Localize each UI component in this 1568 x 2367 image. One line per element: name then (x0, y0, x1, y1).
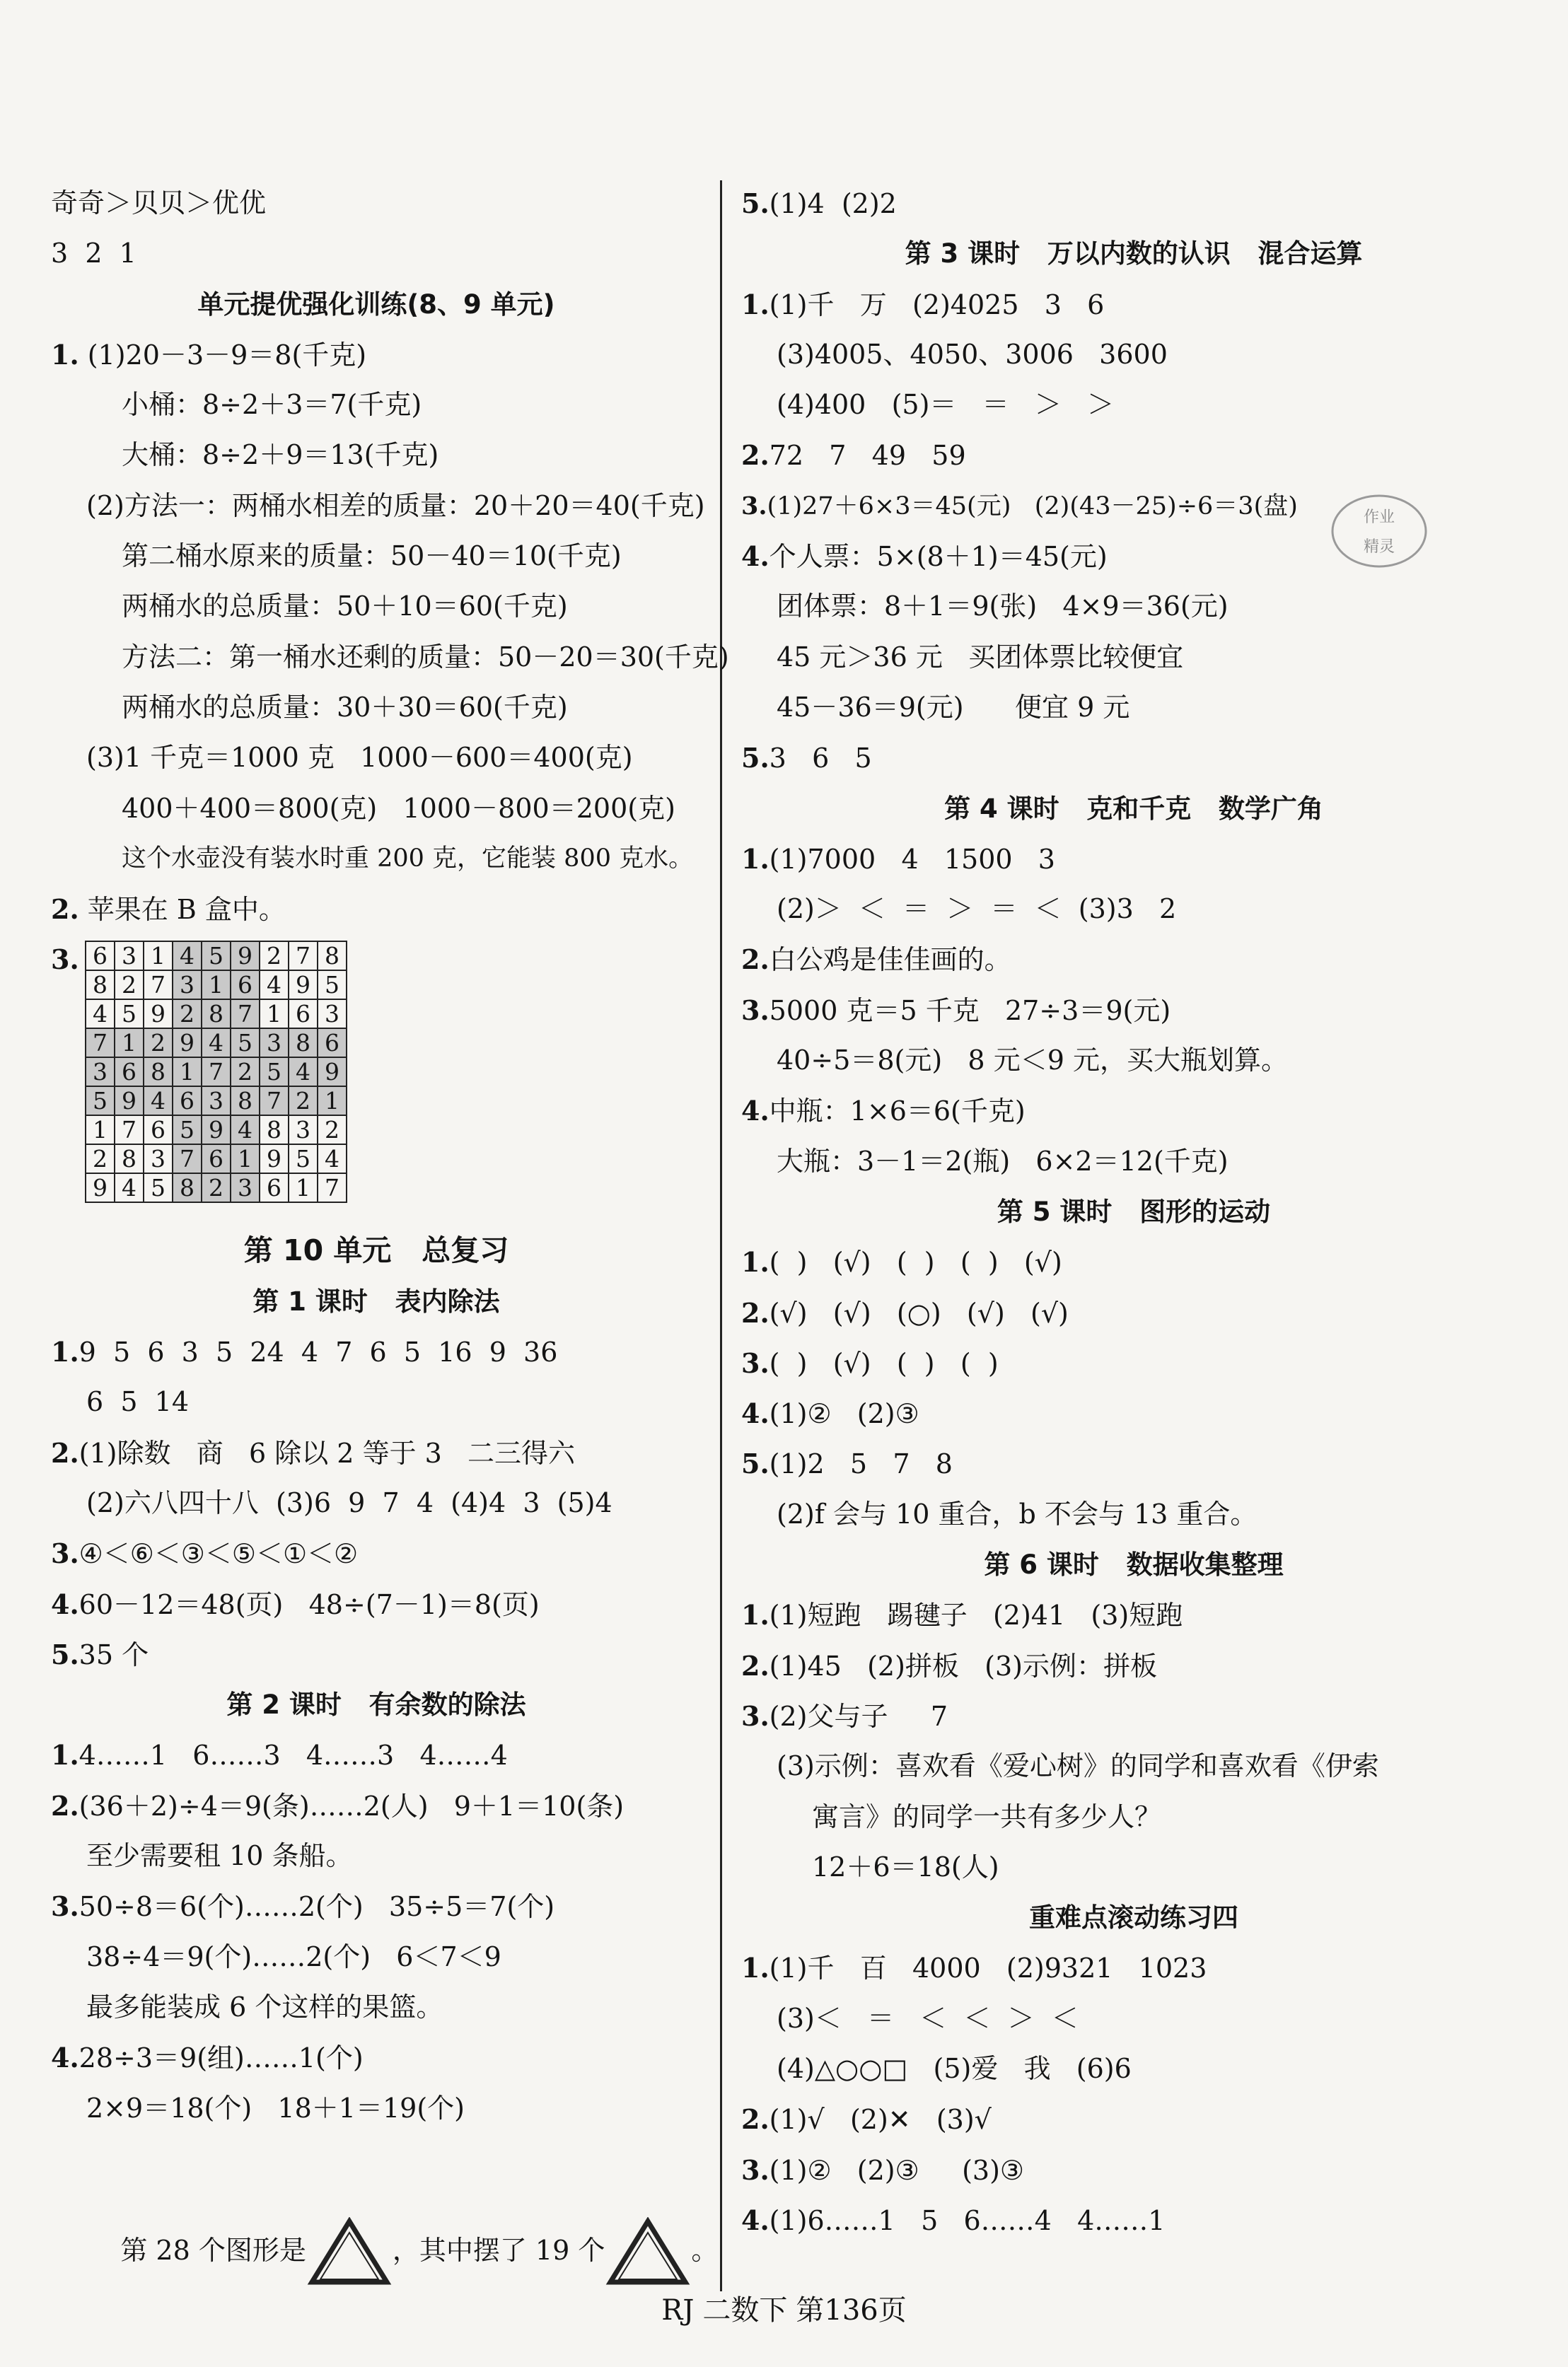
question-3: 3.50÷8＝6(个)……2(个) 35÷5＝7(个) (51, 1890, 555, 1923)
sudoku-cell: 9 (318, 1057, 347, 1086)
answer-line: (4)400 (5)＝ ＝ ＞ ＞ (777, 389, 1115, 421)
question-4: 4.中瓶：1×6＝6(千克) (741, 1095, 1026, 1127)
homework-stamp-icon (1330, 492, 1429, 570)
question-1: 1. (1)20－3－9＝8(千克) (51, 338, 367, 371)
question-1: 1.9 5 6 3 5 24 4 7 6 5 16 9 36 (51, 1336, 558, 1368)
sudoku-cell: 7 (202, 1057, 231, 1086)
sudoku-cell: 3 (260, 1028, 289, 1057)
sudoku-cell: 8 (318, 941, 347, 970)
question-number: 3. (51, 943, 79, 976)
question-2: 2.(1)45 (2)拼板 (3)示例：拼板 (741, 1649, 1157, 1682)
lesson-title: 第 2 课时 有余数的除法 (226, 1690, 526, 1721)
sudoku-cell: 5 (260, 1057, 289, 1086)
answer-line: 大瓶：3－1＝2(瓶) 6×2＝12(千克) (777, 1145, 1229, 1177)
answer-line: 两桶水的总质量：30＋30＝60(千克) (122, 691, 568, 723)
sudoku-row (86, 1173, 347, 1202)
answer-line: (2)六八四十八 (3)6 9 7 4 (4)4 3 (5)4 (86, 1487, 612, 1518)
stamp-text-top: 作业 (1363, 508, 1395, 526)
sudoku-cell: 1 (144, 941, 173, 970)
column-divider (720, 180, 722, 2291)
answer-line: (2)f 会与 10 重合，b 不会与 13 重合。 (777, 1498, 1258, 1530)
sudoku-cell: 8 (231, 1086, 260, 1115)
sudoku-cell: 2 (231, 1057, 260, 1086)
sudoku-cell: 2 (173, 999, 202, 1028)
sudoku-cell: 2 (289, 1086, 318, 1115)
question-1: 1.(1)短跑 踢毽子 (2)41 (3)短跑 (741, 1599, 1183, 1632)
sudoku-cell: 7 (289, 941, 318, 970)
sudoku-cell: 4 (173, 941, 202, 970)
sudoku-cell: 2 (202, 1173, 231, 1202)
book-label: 二数下 (702, 2294, 788, 2327)
sudoku-cell: 4 (318, 1144, 347, 1173)
answer-line: 12＋6＝18(人) (812, 1851, 999, 1883)
answer-line: 6 5 14 (86, 1386, 190, 1418)
sudoku-cell: 4 (202, 1028, 231, 1057)
question-1: 1.(1)千 万 (2)4025 3 6 (741, 288, 1105, 320)
sudoku-cell: 8 (86, 970, 115, 999)
answer-line: 400＋400＝800(克) 1000－800＝200(克) (122, 792, 675, 824)
sudoku-cell: 7 (86, 1028, 115, 1057)
sudoku-cell: 6 (86, 941, 115, 970)
sudoku-cell: 2 (86, 1144, 115, 1173)
answer-line: 最多能装成 6 个这样的果篮。 (86, 1991, 443, 2023)
sudoku-cell: 3 (115, 941, 144, 970)
sudoku-cell: 3 (86, 1057, 115, 1086)
sudoku-cell: 5 (289, 1144, 318, 1173)
question-2: 2.72 7 49 59 (741, 439, 966, 472)
sudoku-cell: 7 (144, 970, 173, 999)
sudoku-cell: 9 (231, 941, 260, 970)
sudoku-cell: 3 (144, 1144, 173, 1173)
stamp-text-bottom: 精灵 (1363, 538, 1395, 556)
sudoku-cell: 4 (231, 1115, 260, 1144)
sudoku-cell: 9 (202, 1115, 231, 1144)
lesson-title: 第 3 课时 万以内数的认识 混合运算 (905, 238, 1363, 269)
sudoku-cell: 1 (86, 1115, 115, 1144)
question-2: 2.(√) (√) (○) (√) (√) (741, 1296, 1069, 1329)
answer-line: 3 2 1 (51, 238, 137, 269)
question-3: 3.5000 克＝5 千克 27÷3＝9(元) (741, 994, 1171, 1026)
answer-line: 寓言》的同学一共有多少人？ (812, 1801, 1162, 1832)
question-2: 2.(1)除数 商 6 除以 2 等于 3 二三得六 (51, 1436, 576, 1469)
sudoku-cell: 5 (173, 1115, 202, 1144)
sudoku-row (86, 1086, 347, 1115)
question-3 (51, 934, 702, 1226)
answer-line: 38÷4＝9(个)……2(个) 6＜7＜9 (86, 1941, 501, 1972)
question-3: 3.(1)27＋6×3＝45(元) (2)(43－25)÷6＝3(盘) (741, 491, 1298, 520)
sudoku-cell: 8 (144, 1057, 173, 1086)
sudoku-cell: 8 (202, 999, 231, 1028)
answer-line: (3)＜ ＝ ＜ ＜ ＞ ＜ (777, 2002, 1079, 2034)
answer-line: (4)△○○□ (5)爱 我 (6)6 (777, 2052, 1132, 2084)
question-4: 4.个人票：5×(8＋1)＝45(元) (741, 540, 1108, 573)
right-column (741, 178, 1526, 2245)
sudoku-cell: 6 (144, 1115, 173, 1144)
answer-line: (3)4005、4050、3006 3600 (777, 338, 1168, 370)
sudoku-cell: 6 (115, 1057, 144, 1086)
sudoku-cell: 6 (231, 970, 260, 999)
answer-line: (2)方法一：两桶水相差的质量：20＋20＝40(千克) (86, 489, 705, 521)
sudoku-cell: 3 (231, 1173, 260, 1202)
question-3: 3.(2)父与子 7 (741, 1699, 948, 1732)
answer-line: (3)1 千克＝1000 克 1000－600＝400(克) (86, 742, 633, 774)
sudoku-cell: 2 (115, 970, 144, 999)
answer-line: 第 28 个图形是 ，其中摆了 19 个 。 (51, 2134, 702, 2211)
sudoku-cell: 1 (289, 1173, 318, 1202)
sudoku-row (86, 1028, 347, 1057)
sudoku-cell: 3 (173, 970, 202, 999)
answer-line: (3)示例：喜欢看《爱心树》的同学和喜欢看《伊索 (777, 1750, 1379, 1782)
question-1: 1.( ) (√) ( ) ( ) (√) (741, 1246, 1062, 1279)
sudoku-cell: 9 (144, 999, 173, 1028)
answer-line: 小桶：8÷2＋3＝7(千克) (122, 389, 422, 421)
lesson-title: 第 1 课时 表内除法 (252, 1286, 500, 1317)
question-3: 3.④＜⑥＜③＜⑤＜①＜② (51, 1537, 359, 1570)
sudoku-cell: 3 (318, 999, 347, 1028)
sudoku-cell: 4 (86, 999, 115, 1028)
sudoku-cell: 8 (173, 1173, 202, 1202)
sudoku-cell: 9 (289, 970, 318, 999)
sudoku-cell: 8 (260, 1115, 289, 1144)
triangle-figure-icon (605, 2217, 691, 2288)
section-title: 单元提优强化训练(8、9 单元) (197, 289, 555, 320)
answer-line: 方法二：第一桶水还剩的质量：50－20＝30(千克) (122, 641, 729, 673)
unit-title: 第 10 单元 总复习 (243, 1233, 509, 1268)
question-2: 2.白公鸡是佳佳画的。 (741, 943, 1011, 976)
sudoku-cell: 6 (318, 1028, 347, 1057)
question-1: 1.(1)千 百 4000 (2)9321 1023 (741, 1952, 1207, 1984)
question-4: 4.(1)② (2)③ (741, 1397, 919, 1430)
question-4: 4.60－12＝48(页) 48÷(7－1)＝8(页) (51, 1588, 540, 1620)
lesson-title: 第 4 课时 克和千克 数学广角 (944, 793, 1323, 824)
sudoku-cell: 6 (202, 1144, 231, 1173)
page-footer (0, 2288, 1568, 2328)
sudoku-cell: 5 (86, 1086, 115, 1115)
answer-line: (2)＞ ＜ ＝ ＞ ＝ ＜ (3)3 2 (777, 893, 1177, 925)
sudoku-cell: 1 (260, 999, 289, 1028)
question-3: 3.(1)② (2)③ (3)③ (741, 2153, 1024, 2186)
sudoku-cell: 9 (115, 1086, 144, 1115)
question-2: 2. 苹果在 B 盒中。 (51, 893, 286, 926)
sudoku-cell: 9 (173, 1028, 202, 1057)
sudoku-cell: 2 (318, 1115, 347, 1144)
sudoku-cell: 8 (115, 1144, 144, 1173)
answer-line: 45－36＝9(元) 便宜 9 元 (777, 691, 1130, 723)
sudoku-cell: 7 (115, 1115, 144, 1144)
left-column (51, 178, 729, 2266)
sudoku-cell: 7 (173, 1144, 202, 1173)
answer-line: 团体票：8＋1＝9(张) 4×9＝36(元) (777, 591, 1229, 622)
sudoku-row (86, 1115, 347, 1144)
sudoku-row (86, 1144, 347, 1173)
sudoku-cell: 4 (289, 1057, 318, 1086)
answer-line: 第二桶水原来的质量：50－40＝10(千克) (122, 540, 622, 572)
sudoku-cell: 5 (144, 1173, 173, 1202)
sudoku-cell: 1 (173, 1057, 202, 1086)
sudoku-cell: 5 (318, 970, 347, 999)
answer-line: 至少需要租 10 条船。 (86, 1840, 353, 1872)
question-2: 2.(36＋2)÷4＝9(条)……2(人) 9＋1＝10(条) (51, 1789, 625, 1822)
sudoku-cell: 3 (289, 1115, 318, 1144)
sudoku-cell: 3 (202, 1086, 231, 1115)
sudoku-cell: 6 (173, 1086, 202, 1115)
sudoku-cell: 5 (202, 941, 231, 970)
question-4: 4.(1)6……1 5 6……4 4……1 (741, 2204, 1166, 2236)
question-2: 2.(1)√ (2)✕ (3)√ (741, 2103, 992, 2136)
sudoku-grid (85, 941, 347, 1203)
sudoku-cell: 5 (231, 1028, 260, 1057)
question-3: 3.( ) (√) ( ) ( ) (741, 1347, 999, 1379)
sudoku-row (86, 1057, 347, 1086)
triangle-figure-icon (306, 2217, 393, 2288)
sudoku-row (86, 999, 347, 1028)
sudoku-cell: 7 (318, 1173, 347, 1202)
answer-line: 两桶水的总质量：50＋10＝60(千克) (122, 591, 568, 622)
lesson-title: 第 5 课时 图形的运动 (997, 1196, 1271, 1227)
sudoku-cell: 5 (115, 999, 144, 1028)
sudoku-cell: 9 (260, 1144, 289, 1173)
series-label: RJ (661, 2294, 695, 2327)
sudoku-cell: 1 (115, 1028, 144, 1057)
page-number: 第136页 (796, 2294, 907, 2327)
question-5: 5.(1)4 (2)2 (741, 187, 897, 219)
sudoku-cell: 1 (231, 1144, 260, 1173)
question-5: 5.(1)2 5 7 8 (741, 1448, 953, 1480)
sudoku-cell: 8 (289, 1028, 318, 1057)
question-5: 5.3 6 5 (741, 742, 872, 774)
question-1: 1.4……1 6……3 4……3 4……4 (51, 1739, 508, 1772)
question-5: 5.35 个 (51, 1638, 149, 1670)
sudoku-cell: 4 (115, 1173, 144, 1202)
sudoku-cell: 4 (260, 970, 289, 999)
answer-line: 这个水壶没有装水时重 200 克，它能装 800 克水。 (122, 844, 694, 873)
sudoku-cell: 6 (289, 999, 318, 1028)
answer-line: 45 元＞36 元 买团体票比较便宜 (777, 641, 1184, 673)
lesson-title: 第 6 课时 数据收集整理 (984, 1549, 1284, 1581)
question-1: 1.(1)7000 4 1500 3 (741, 842, 1055, 875)
sudoku-cell: 7 (260, 1086, 289, 1115)
lesson-title: 重难点滚动练习四 (1029, 1902, 1238, 1933)
sudoku-cell: 1 (202, 970, 231, 999)
answer-line: 40÷5＝8(元) 8 元＜9 元，买大瓶划算。 (777, 1045, 1288, 1076)
answer-line: 2×9＝18(个) 18＋1＝19(个) (86, 2092, 465, 2124)
sudoku-cell: 4 (144, 1086, 173, 1115)
sudoku-cell: 7 (231, 999, 260, 1028)
answer-line: 大桶：8÷2＋9＝13(千克) (122, 439, 439, 471)
answer-line: 奇奇＞贝贝＞优优 (51, 187, 267, 219)
sudoku-cell: 1 (318, 1086, 347, 1115)
sudoku-row (86, 970, 347, 999)
question-4: 4.28÷3＝9(组)……1(个) (51, 2042, 364, 2074)
sudoku-row (86, 941, 347, 970)
sudoku-cell: 9 (86, 1173, 115, 1202)
sudoku-cell: 2 (260, 941, 289, 970)
sudoku-cell: 6 (260, 1173, 289, 1202)
sudoku-cell: 2 (144, 1028, 173, 1057)
